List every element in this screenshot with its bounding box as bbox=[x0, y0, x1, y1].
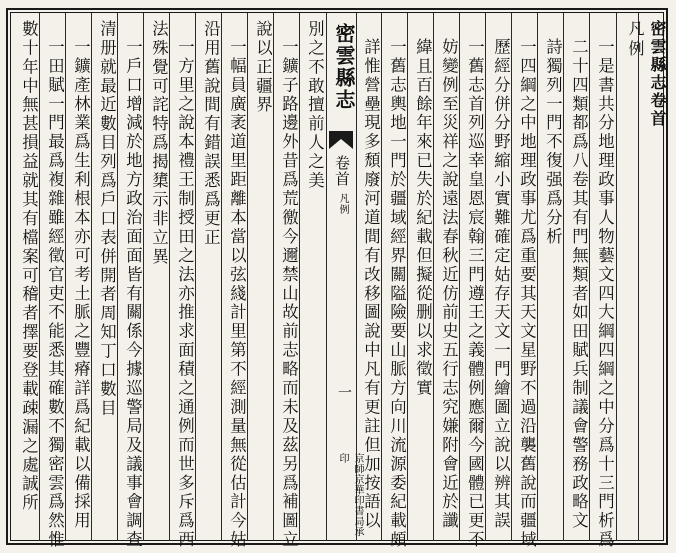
column-divider bbox=[485, 13, 486, 541]
column-divider bbox=[326, 13, 327, 541]
text-column: 歷經分併分野縮小實難確定姑存天文一門繪圖立說以辨其誤 bbox=[491, 38, 511, 531]
column-divider bbox=[247, 13, 248, 541]
column-divider bbox=[299, 13, 300, 541]
column-divider bbox=[381, 13, 382, 541]
book-title: 密雲縣志卷首 bbox=[648, 20, 667, 128]
text-column: 二十四類都爲八卷其有門無類者如田賦兵制議會警務政略文 bbox=[569, 38, 589, 531]
text-column: 詳惟營壘現多頹廢河道間有改移圖說中凡有更註但加按語以 bbox=[361, 38, 381, 531]
text-column: 沿用舊說間有錯誤悉爲更正 bbox=[201, 20, 221, 248]
text-column: 一幅員廣袤道里距離本當以弦綫計里第不經測量無從估計今姑 bbox=[227, 38, 247, 550]
band-volume: 卷首 bbox=[333, 155, 351, 187]
text-column: 一鑛子路邊外昔爲荒徼今邇禁山故前志略而未及茲另爲補圖立 bbox=[279, 38, 299, 550]
text-column: 詩獨列一門不復强爲分析 bbox=[543, 38, 563, 247]
text-column: 一方里之說本禮王制授田之法亦推求面積之通例而世多斥爲西 bbox=[175, 38, 195, 550]
column-divider bbox=[221, 13, 222, 541]
text-column: 一四綱之中地理政事尤爲重要其天文星野不過沿襲舊說而疆域 bbox=[517, 38, 537, 550]
column-divider bbox=[91, 13, 92, 541]
column-divider bbox=[39, 13, 40, 541]
center-band bbox=[326, 13, 363, 541]
press-imprint: 京師京華印書局承印 bbox=[337, 453, 363, 537]
text-column: 別之不敢擅前人之美 bbox=[305, 20, 325, 191]
fish-tail-mark-icon bbox=[329, 131, 353, 149]
column-divider bbox=[273, 13, 274, 541]
text-column: 數十年中無甚損益就其有檔案可稽者擇要登載疎漏之處誠所 bbox=[19, 20, 39, 513]
text-column: 緯且百餘年來已失於紀載但擬從删以求徵實 bbox=[413, 38, 433, 399]
column-divider bbox=[537, 13, 538, 541]
text-column: 一鑛產林業爲生利根本亦可考土脈之豐瘠詳爲紀載以備採用 bbox=[71, 38, 91, 531]
column-divider bbox=[459, 13, 460, 541]
column-divider bbox=[589, 13, 590, 541]
column-divider bbox=[407, 13, 408, 541]
section-heading: 凡例 bbox=[626, 20, 645, 60]
column-divider bbox=[169, 13, 170, 541]
column-divider bbox=[563, 13, 564, 541]
column-divider bbox=[616, 13, 617, 541]
column-divider bbox=[195, 13, 196, 541]
text-column: 一戶口增減於地方政治面面皆有關係今據巡警局及議事會調查 bbox=[123, 38, 143, 550]
band-title: 密雲縣志 bbox=[332, 23, 356, 111]
column-divider bbox=[65, 13, 66, 541]
column-divider bbox=[117, 13, 118, 541]
column-divider bbox=[143, 13, 144, 541]
text-column: 法殊覺可詫特爲揭橥示非立異 bbox=[149, 20, 169, 267]
text-column: 一舊志首列巡幸皇恩宸翰三門遵王之義體例應爾今國體已更不 bbox=[465, 38, 485, 550]
column-divider bbox=[511, 13, 512, 541]
text-column: 一田賦一門最爲複雜雖經徵官吏不能悉其確數不獨密雲爲然惟 bbox=[45, 38, 65, 550]
column-divider bbox=[638, 13, 639, 541]
text-column: 說以正疆界 bbox=[253, 20, 273, 115]
text-column: 一舊志輿地一門於疆域經界關隘險要山脈方向川流源委紀載頗 bbox=[387, 38, 407, 550]
text-column: 清册就最近數目列爲戶口表併開者周知丁口數目 bbox=[97, 20, 117, 418]
text-column: 一是書共分地理政事人物藝文四大綱四綱之中分爲十三門析爲 bbox=[595, 38, 615, 550]
page-number: 一 bbox=[336, 385, 352, 399]
text-column: 妨變例至災祥之說遠法春秋近仿前史五行志究嫌附會近於讖 bbox=[439, 38, 459, 531]
band-section: 凡例 bbox=[337, 193, 348, 215]
column-divider bbox=[433, 13, 434, 541]
